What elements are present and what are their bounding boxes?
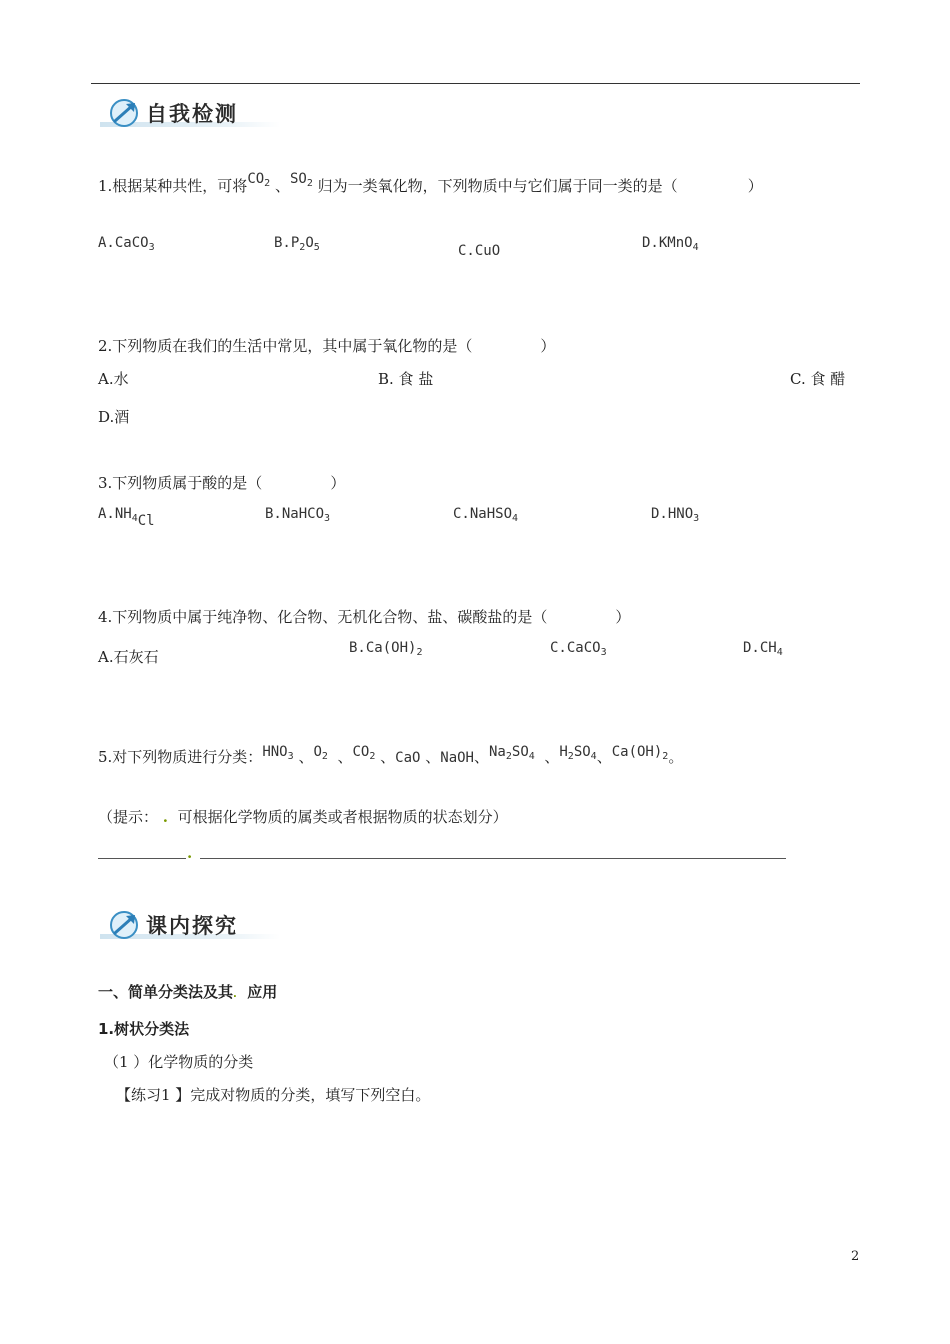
paren-close: ） (615, 608, 631, 626)
separator: 、 (473, 748, 489, 766)
option-4d[interactable]: $D.CH_4$ (743, 640, 783, 658)
question-text: 2.下列物质在我们的生活中常见，其中属于氧化物的是（ (98, 337, 473, 355)
paren-close: ） (540, 337, 556, 355)
separator: 、 (596, 748, 612, 766)
formula-h2so4: $H_2SO_4$ (559, 744, 597, 762)
separator: 、 (425, 748, 441, 766)
hint-label: （提示： (98, 808, 159, 826)
answer-line-long[interactable] (200, 858, 786, 859)
pencil-arrow-icon (106, 96, 142, 128)
heading-dot: . (233, 989, 237, 1000)
page-number: 2 (851, 1249, 860, 1264)
question-text: 5.对下列物质进行分类： (98, 748, 263, 766)
period: 。 (668, 748, 684, 766)
option-3c[interactable]: C.NaHSO$_4$ (453, 506, 519, 524)
option-1a[interactable]: A.CaCO$_3$ (98, 235, 155, 253)
separator: 、 (298, 748, 314, 766)
option-2b[interactable]: B. 食 盐 (378, 370, 434, 388)
heading-text: 应用 (247, 983, 278, 1001)
option-1b[interactable]: $B.P_2O_5$ (274, 235, 320, 253)
hint-body: 可根据化学物质的属类或者根据物质的状态划分） (177, 808, 508, 826)
option-3b[interactable]: B.NaHCO$_3$ (265, 506, 331, 524)
option-2a[interactable]: A.水 (98, 370, 129, 388)
hint-text (98, 806, 508, 827)
paren-close: ） (747, 177, 763, 195)
formula-so2: $SO_2$ (290, 171, 313, 189)
question-text: 1.根据某种共性，可将 (98, 177, 248, 195)
section-title: 课内探究 (146, 914, 238, 938)
section-banner-in-class-inquiry (100, 908, 280, 944)
separator: 、 (380, 748, 396, 766)
option-4c[interactable]: C.CaCO$_3$ (550, 640, 607, 658)
formula-naoh: NaOH (440, 750, 474, 766)
section-banner-self-check (100, 96, 280, 132)
separator: 、 (274, 177, 290, 195)
formula-hno3: $HNO_3$ (262, 744, 294, 762)
answer-line-short[interactable] (98, 858, 186, 859)
option-2c[interactable]: C. 食 醋 (790, 370, 846, 388)
formula-o2: $O_2$ (313, 744, 328, 762)
paren-close: ） (330, 474, 346, 492)
heading-text: 一、简单分类法及其 (98, 983, 234, 1001)
separator: 、 (337, 748, 353, 766)
section-title: 自我检测 (146, 102, 238, 126)
question-text: 4.下列物质中属于纯净物、化合物、无机化合物、盐、碳酸盐的是（ (98, 608, 548, 626)
option-4b[interactable]: $B.Ca(OH)_2$ (349, 640, 423, 658)
item-chemical-classification: （1 ）化学物质的分类 (104, 1053, 254, 1071)
formula-na2so4: $Na_2SO_4$ (489, 744, 535, 762)
formula-caoh2: $Ca(OH)_2$ (611, 744, 669, 762)
formula-co2: $CO_2$ (247, 171, 271, 189)
separator: 、 (544, 748, 560, 766)
subheading-tree-classification: 1.树状分类法 (98, 1020, 190, 1038)
option-4a[interactable]: A.石灰石 (98, 648, 159, 666)
option-3a[interactable]: $A.NH_4Cl$ (98, 506, 155, 529)
formula-cao: CaO (395, 750, 421, 766)
option-1d[interactable]: D.KMnO$_4$ (642, 235, 699, 253)
part-heading (98, 981, 277, 1002)
question-4 (98, 606, 630, 627)
header-rule (91, 83, 860, 84)
option-2d[interactable]: D.酒 (98, 408, 130, 426)
option-3d[interactable]: $D.HNO_3$ (651, 506, 700, 524)
formula-co2: $CO_2$ (352, 744, 376, 762)
question-5 (98, 746, 683, 768)
option-1c[interactable]: C.CuO (458, 243, 501, 259)
blank-dot: . (187, 844, 193, 862)
question-3 (98, 472, 345, 493)
hint-dot: . (162, 808, 169, 826)
practice-1: 【练习1 】完成对物质的分类，填写下列空白。 (116, 1086, 431, 1104)
pencil-arrow-icon (106, 908, 142, 940)
question-2 (98, 335, 555, 356)
question-text: 3.下列物质属于酸的是（ (98, 474, 263, 492)
question-1 (98, 171, 763, 197)
question-text: 归为一类氧化物，下列物质中与它们属于同一类的是（ (317, 177, 678, 195)
